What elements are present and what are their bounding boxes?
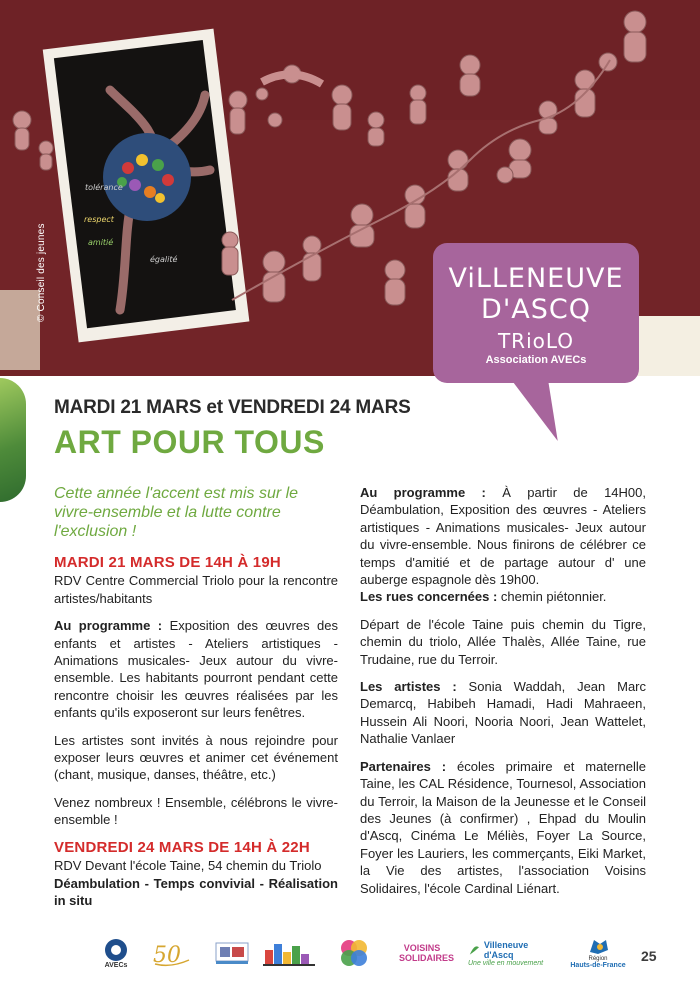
- session2-heading: VENDREDI 24 MARS DE 14H À 22H: [54, 838, 310, 856]
- streets: [360, 588, 646, 605]
- artists-text: Sonia Waddah, Jean Marc Demarcq, Habibeh Hamadi, Hadi Mahraeen, Hussein Ali Noori, Nooria Noori, Jean Wattelet, Nathalie Vanlaer: [360, 679, 647, 747]
- partners-text: écoles primaire et maternelle Taine, les CAL Résidence, Tournesol, Association du Terroir, la Maison de la Jeunesse et le Conseil des Jeunes (à confirmer) , Ehpad du Moulin d'Ascq, Cinéma Le Méliès, Foyer La Source, Foyer les Lauriers, les commerçants, Eiki Market, la Vie des artistes, l'association Voisins Solidaires, l'école Cardinal Liénart.: [360, 758, 646, 896]
- come-text: Venez nombreux ! Ensemble, célébrons le vivre-ensemble !: [54, 794, 338, 828]
- right-program: [360, 484, 646, 588]
- route-text: Départ de l'école Taine puis chemin du Tigre, chemin du triolo, Allée Thalès, Allée Taine, rue Trudaine, rue du Terroir.: [360, 616, 646, 667]
- framed-painting: [43, 29, 250, 343]
- region-small-text: Région: [588, 955, 608, 962]
- villeneuve-logo-text: Villeneuve d'Ascq: [483, 939, 529, 960]
- right-program-text: À partir de 14H00, Déambulation, Exposition des œuvres - Ateliers artistiques - Animations musicales- Jeux autour du vivre-ensemble. Nous finirons de célébrer ce temps d'amitié et de partage autour d' une auberge espagnole dès 19h00.: [360, 485, 646, 588]
- location-bubble: [433, 243, 639, 383]
- artists-invite-text: Les artistes sont invités à nous rejoindre pour exposer leurs œuvres et animer cet événement (chant, musique, danses, théâtre, etc.): [54, 732, 338, 783]
- partners: [360, 758, 646, 897]
- anniversary-logo: [150, 934, 192, 972]
- photo-credit: © Conseil des jeunes: [36, 223, 47, 322]
- right-program-label: Au programme :: [360, 485, 486, 500]
- partners-label: Partenaires :: [360, 758, 447, 774]
- svg-text:50: 50: [153, 943, 181, 968]
- avecs-logo-text: AVECs: [104, 961, 128, 969]
- streets-text: chemin piétonnier.: [497, 589, 607, 605]
- voisins-solidaires-logo: [392, 934, 455, 972]
- svg-text:respect: respect: [84, 215, 114, 224]
- session1-program: [54, 617, 338, 721]
- artists: [360, 678, 646, 748]
- colorful-hands-logo: [336, 934, 372, 972]
- green-leaf-decoration: [0, 378, 26, 502]
- intro-text: Cette année l'accent est mis sur le vivre-ensemble et la lutte contre l'exclusion !: [54, 485, 299, 540]
- bubble-city-line1: ViLLENEUVE: [448, 263, 624, 294]
- page-number: 25: [641, 948, 657, 964]
- left-column: [54, 484, 338, 919]
- region-hdf-logo: [570, 934, 626, 972]
- event-dates: MARDI 21 MARS et VENDREDI 24 MARS: [54, 397, 411, 418]
- artists-label: Les artistes :: [360, 679, 457, 695]
- bubble-association: Association AVECs: [485, 354, 587, 366]
- right-column: [360, 484, 646, 907]
- svg-text:amitié: amitié: [88, 238, 114, 247]
- session2-text: RDV Devant l'école Taine, 54 chemin du Triolo: [54, 858, 322, 874]
- villeneuve-logo-tagline: Une ville en mouvement: [468, 959, 544, 967]
- streets-label: Les rues concernées :: [360, 589, 498, 605]
- bubble-city-line2: D'ASCQ: [481, 294, 591, 325]
- program-text: Exposition des œuvres des enfants et artistes - Ateliers artistiques - Animations musicales- Jeux autour du vivre-ensemble. Les habitants pourront pendant cette rencontre choisir les œuvres réalisées par les enfants qu'ils exposeront sur leurs fenêtres.: [54, 618, 339, 721]
- dihrah-logo: [212, 934, 252, 972]
- page-title: ART POUR TOUS: [54, 424, 325, 460]
- voisins-solidaires-text: VOISINS SOLIDAIRES: [399, 943, 455, 963]
- bubble-area: TRioLO: [497, 329, 575, 353]
- session1-text: RDV Centre Commercial Triolo pour la rencontre artistes/habitants: [54, 573, 338, 606]
- city-skyline-logo: [262, 934, 316, 972]
- villeneuve-dascq-logo: [468, 934, 554, 972]
- session2-bold-text: Déambulation - Temps convivial - Réalisation in situ: [54, 875, 338, 908]
- session1-heading: MARDI 21 MARS DE 14H À 19H: [54, 554, 281, 571]
- program-label: Au programme :: [54, 618, 163, 634]
- svg-text:tolérance: tolérance: [85, 183, 123, 192]
- avecs-logo: [98, 934, 134, 972]
- bubble-tail: [512, 381, 567, 441]
- region-text: Hauts-de-France: [570, 961, 626, 969]
- svg-text:égalité: égalité: [150, 255, 178, 264]
- partner-logos: [92, 934, 632, 974]
